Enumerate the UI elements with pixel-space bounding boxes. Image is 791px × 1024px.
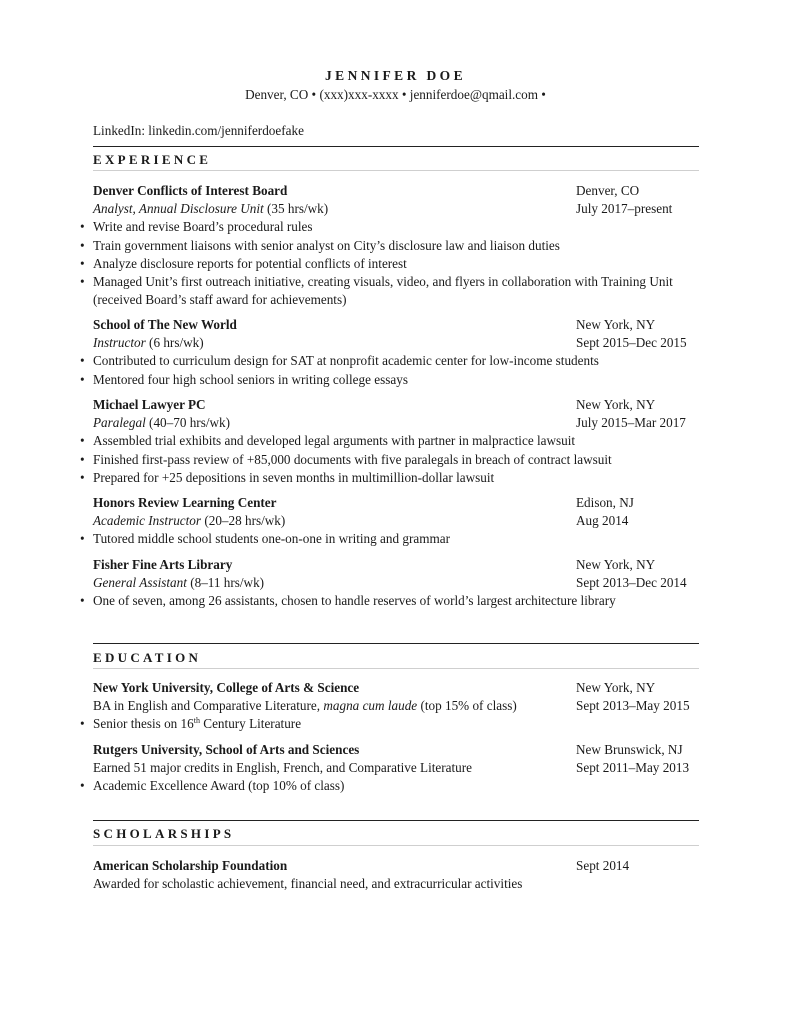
job-entry <box>93 494 699 549</box>
job-location: New York, NY <box>576 557 656 572</box>
job-bullet: • Write and revise Board’s procedural rules <box>93 218 699 236</box>
job-dates: July 2015–Mar 2017 <box>576 415 686 431</box>
job-bullet: • Managed Unit’s first outreach initiative, creating visuals, video, and flyers in collaboration with Training Unit (received Board’s staff award for achievements) <box>93 273 693 309</box>
thesis-ordinal: th <box>193 716 200 726</box>
job-role: Academic Instructor <box>93 513 202 529</box>
section-rule-thin <box>93 170 699 171</box>
job-role: Instructor <box>93 335 146 351</box>
thesis-text: Senior thesis on 16 <box>93 716 194 732</box>
job-bullet: • Finished first-pass review of +85,000 documents with five paralegals in breach of contract lawsuit <box>93 451 699 469</box>
job-role: Analyst, Annual Disclosure Unit <box>93 201 264 217</box>
job-entry <box>93 556 699 611</box>
school-dates: Sept 2013–May 2015 <box>576 698 690 714</box>
job-dates: Sept 2015–Dec 2015 <box>576 335 687 351</box>
job-bullet: • Tutored middle school students one-on-one in writing and grammar <box>93 530 699 548</box>
school-name: New York University, College of Arts & Science <box>93 680 360 695</box>
section-rule <box>93 643 699 644</box>
job-dates: Sept 2013–Dec 2014 <box>576 575 687 591</box>
section-rule-thin <box>93 845 699 846</box>
school-name: Rutgers University, School of Arts and Sciences <box>93 742 360 757</box>
section-title-experience: EXPERIENCE <box>93 152 212 167</box>
job-hours: (6 hrs/wk) <box>145 335 204 351</box>
job-bullet: • Analyze disclosure reports for potential conflicts of interest <box>93 255 699 273</box>
scholarship-desc: Awarded for scholastic achievement, financial need, and extracurricular activities <box>93 876 523 892</box>
job-location: New York, NY <box>576 397 656 412</box>
job-bullet: • Train government liaisons with senior analyst on City’s disclosure law and liaison duties <box>93 237 699 255</box>
thesis-text-end: Century Literature <box>199 716 302 732</box>
contact-line: Denver, CO • (xxx)xxx-xxxx • jenniferdoe@qmail.com • <box>245 87 546 102</box>
degree-text: Earned 51 major credits in English, French, and Comparative Literature <box>93 760 473 776</box>
scholarship-date: Sept 2014 <box>576 858 630 873</box>
job-location: Edison, NJ <box>576 495 634 510</box>
job-hours: (20–28 hrs/wk) <box>201 513 286 529</box>
education-entry <box>93 741 699 796</box>
degree-honors: magna cum laude <box>323 698 418 714</box>
job-dates: Aug 2014 <box>576 513 629 529</box>
section-rule <box>93 820 699 821</box>
job-role: Paralegal <box>93 415 146 431</box>
degree-text: BA in English and Comparative Literature, <box>93 698 324 714</box>
section-rule <box>93 146 699 147</box>
candidate-name: JENNIFER DOE <box>325 68 466 83</box>
job-location: New York, NY <box>576 317 656 332</box>
scholarship-org: American Scholarship Foundation <box>93 858 288 873</box>
job-org: Honors Review Learning Center <box>93 495 277 510</box>
job-bullet: • Contributed to curriculum design for SAT at nonprofit academic center for low-income students <box>93 352 699 370</box>
education-bullet <box>93 715 699 733</box>
school-location: New Brunswick, NJ <box>576 742 683 757</box>
job-bullet: • One of seven, among 26 assistants, chosen to handle reserves of world’s largest architecture library <box>93 592 699 610</box>
job-role: General Assistant <box>93 575 187 591</box>
job-org: Fisher Fine Arts Library <box>93 557 233 572</box>
education-entry <box>93 679 699 734</box>
school-dates: Sept 2011–May 2013 <box>576 760 690 776</box>
job-location: Denver, CO <box>576 183 640 198</box>
section-rule-thin <box>93 668 699 669</box>
job-org: Michael Lawyer PC <box>93 397 206 412</box>
school-location: New York, NY <box>576 680 656 695</box>
job-hours: (35 hrs/wk) <box>263 201 329 217</box>
job-entry <box>93 396 699 487</box>
section-title-education: EDUCATION <box>93 650 202 665</box>
section-title-scholarships: SCHOLARSHIPS <box>93 826 235 841</box>
education-bullet: • Academic Excellence Award (top 10% of class) <box>93 777 699 795</box>
degree-rank: (top 15% of class) <box>417 698 517 714</box>
scholarship-entry <box>93 857 699 893</box>
linkedin-line: LinkedIn: linkedin.com/jenniferdoefake <box>93 123 304 138</box>
job-org: School of The New World <box>93 317 237 332</box>
job-dates: July 2017–present <box>576 201 673 217</box>
job-hours: (40–70 hrs/wk) <box>145 415 230 431</box>
job-org: Denver Conflicts of Interest Board <box>93 183 288 198</box>
job-entry <box>93 316 699 389</box>
job-bullet: • Assembled trial exhibits and developed legal arguments with partner in malpractice lawsuit <box>93 432 699 450</box>
job-bullet: • Mentored four high school seniors in writing college essays <box>93 371 699 389</box>
job-bullet: • Prepared for +25 depositions in seven months in multimillion-dollar lawsuit <box>93 469 699 487</box>
job-entry <box>93 182 699 309</box>
job-hours: (8–11 hrs/wk) <box>186 575 265 591</box>
